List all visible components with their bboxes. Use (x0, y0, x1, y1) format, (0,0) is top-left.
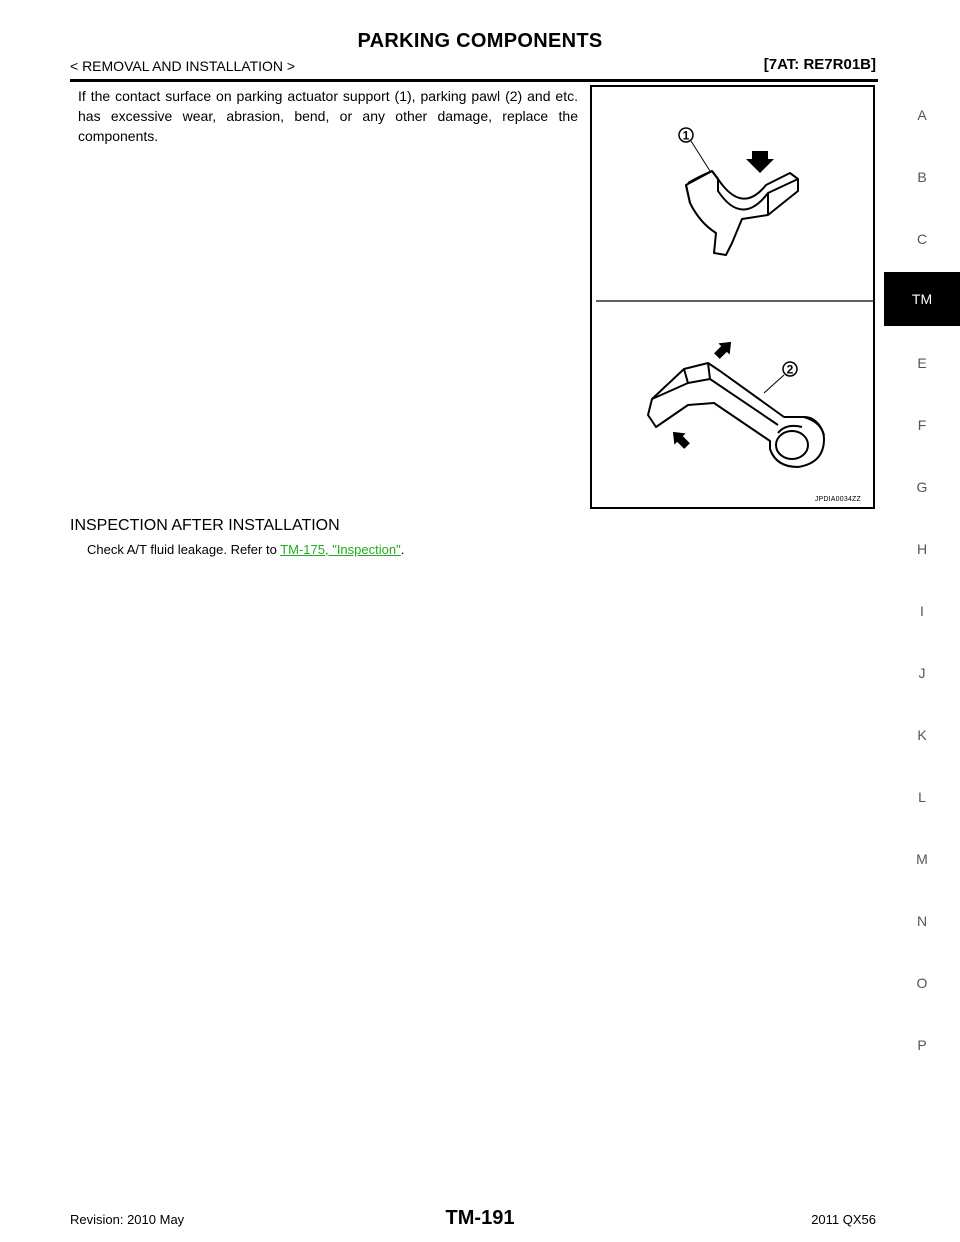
side-index-c[interactable]: C (916, 231, 928, 247)
breadcrumb: < REMOVAL AND INSTALLATION > (70, 58, 296, 74)
side-index (884, 0, 960, 1242)
note-suffix: . (400, 542, 405, 557)
page-title: PARKING COMPONENTS (357, 30, 603, 52)
side-index-l[interactable]: L (918, 789, 926, 805)
footer-revision: Revision: 2010 May (70, 1212, 185, 1227)
side-index-b[interactable]: B (917, 169, 927, 185)
side-index-i[interactable]: I (920, 603, 924, 619)
figure-code: JPDIA0034ZZ (814, 496, 861, 503)
side-index-h[interactable]: H (916, 541, 928, 557)
side-index-n[interactable]: N (916, 913, 928, 929)
footer-model: 2011 QX56 (811, 1212, 876, 1227)
figure-illustration (592, 87, 873, 507)
footer-page-number: TM-191 (445, 1207, 515, 1229)
svg-text:1: 1 (682, 128, 690, 143)
callout-2 (764, 362, 797, 393)
component-figure (590, 85, 875, 509)
section-code: [7AT: RE7R01B] (763, 56, 876, 73)
svg-text:2: 2 (786, 362, 794, 377)
side-index-tm-active[interactable]: TM (884, 272, 960, 326)
actuator-support-drawing (686, 171, 798, 255)
reference-link[interactable]: TM-175, "Inspection" (280, 542, 401, 557)
side-index-j[interactable]: J (918, 665, 926, 681)
side-index-p[interactable]: P (917, 1037, 927, 1053)
arrow-diagonal-icon (667, 426, 692, 451)
side-index-a[interactable]: A (917, 107, 927, 123)
arrow-diagonal-icon (711, 336, 736, 361)
inspection-note (87, 542, 404, 557)
side-index-f[interactable]: F (917, 417, 927, 433)
side-index-g[interactable]: G (916, 479, 928, 495)
section-heading: INSPECTION AFTER INSTALLATION (70, 517, 340, 534)
side-index-o[interactable]: O (916, 975, 928, 991)
body-paragraph: If the contact surface on parking actuator support (1), parking pawl (2) and etc. has excessive wear, abrasion, bend, or any other damage, replace the components. (78, 88, 578, 144)
side-index-m[interactable]: M (916, 851, 928, 867)
side-index-k[interactable]: K (917, 727, 927, 743)
header-divider (70, 79, 878, 82)
callout-1 (679, 128, 710, 171)
arrow-down-icon (746, 151, 774, 173)
side-index-e[interactable]: E (917, 355, 927, 371)
parking-pawl-drawing (648, 363, 824, 467)
note-text: Check A/T fluid leakage. Refer to (87, 542, 281, 557)
